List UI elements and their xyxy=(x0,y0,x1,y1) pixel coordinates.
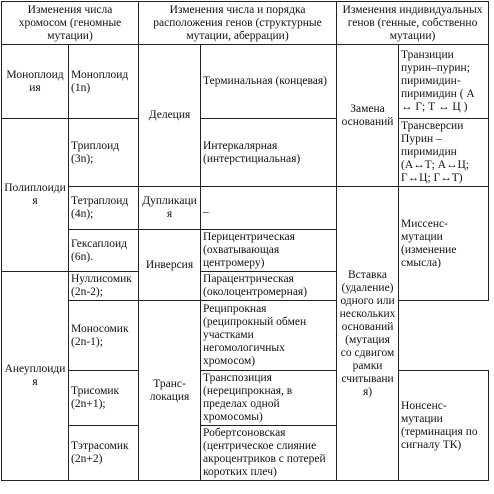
cell-dup-note: _ xyxy=(201,187,337,230)
cell-transposition: Транспозиция (нереципрокная, в пределах одной хромосомы) xyxy=(201,371,337,426)
cell-transitions: Транзиции пурин–пурин; пиримидин-пиримидин ( А ↔ Г; Т ↔ Ц ) xyxy=(399,45,489,119)
table-row xyxy=(2,301,489,371)
cell-trisomic: Трисомик (2n+1); xyxy=(69,371,139,426)
cell-insertion: Вставка (удаление) одного или нескольких оснований (мутация со сдвигом рамки считывания) xyxy=(337,187,399,481)
cell-pericentric: Перицентрическая (охватывающая центромеру) xyxy=(201,230,337,272)
cell-translocation: Транс-локация xyxy=(139,301,201,481)
mutation-classification-table xyxy=(1,1,489,481)
cell-robertsonian: Робертсоновская (центрическое слияние акроцентриков с потерей коротких плеч) xyxy=(201,426,337,481)
header-structural: Изменения числа и порядка расположения генов (структурные мутации, аберрации) xyxy=(139,2,337,45)
cell-intercalary: Интеркалярная (интерстициальная) xyxy=(201,119,337,187)
cell-terminal: Терминальная (концевая) xyxy=(201,45,337,119)
cell-duplication: Дупликация xyxy=(139,187,201,230)
cell-polyploidy: Полиплоидия xyxy=(2,119,69,272)
cell-nonsense: Нонсенс-мутации (терминация по сигналу ТК) xyxy=(399,371,489,481)
cell-tetrasomic: Тэтрасомик (2n+2) xyxy=(69,426,139,481)
header-gene: Изменения индивидуальных генов (генные, собственно мутации) xyxy=(337,2,489,45)
cell-deletion: Делеция xyxy=(139,45,201,187)
header-row xyxy=(2,2,489,45)
cell-paracentric: Парацентрическая (околоцентромерная) xyxy=(201,272,337,301)
cell-tetraploid: Тетраплоид (4n); xyxy=(69,187,139,230)
cell-monosomic: Моносомик (2n-1); xyxy=(69,301,139,371)
cell-inversion: Инверсия xyxy=(139,230,201,301)
table-row xyxy=(2,45,489,119)
table-row xyxy=(2,119,489,187)
table-row xyxy=(2,187,489,230)
table-row xyxy=(2,371,489,426)
cell-substitution: Замена оснований xyxy=(337,45,399,187)
header-genomic: Изменения числа хромосом (геномные мутации) xyxy=(2,2,139,45)
cell-triploid: Триплоид (3n); xyxy=(69,119,139,187)
cell-missense: Миссенс-мутации (изменение смысла) xyxy=(399,187,489,301)
cell-monoploid: Моноплоид (1n) xyxy=(69,45,139,119)
cell-monoploidy: Моноплоидия xyxy=(2,45,69,119)
cell-nullisomic: Нуллисомик (2n-2); xyxy=(69,272,139,301)
cell-transversions: Трансверсии Пурин – пиримидин (А↔Т; А↔Ц; Г↔Ц; Г↔Т) xyxy=(399,119,489,187)
cell-aneuploidy: Анеуплоидия xyxy=(2,272,69,481)
cell-reciprocal: Реципрокная (реципрокный обмен участками негомологичных хромосом) xyxy=(201,301,337,371)
cell-hexaploid: Гексаплоид (6n). xyxy=(69,230,139,272)
